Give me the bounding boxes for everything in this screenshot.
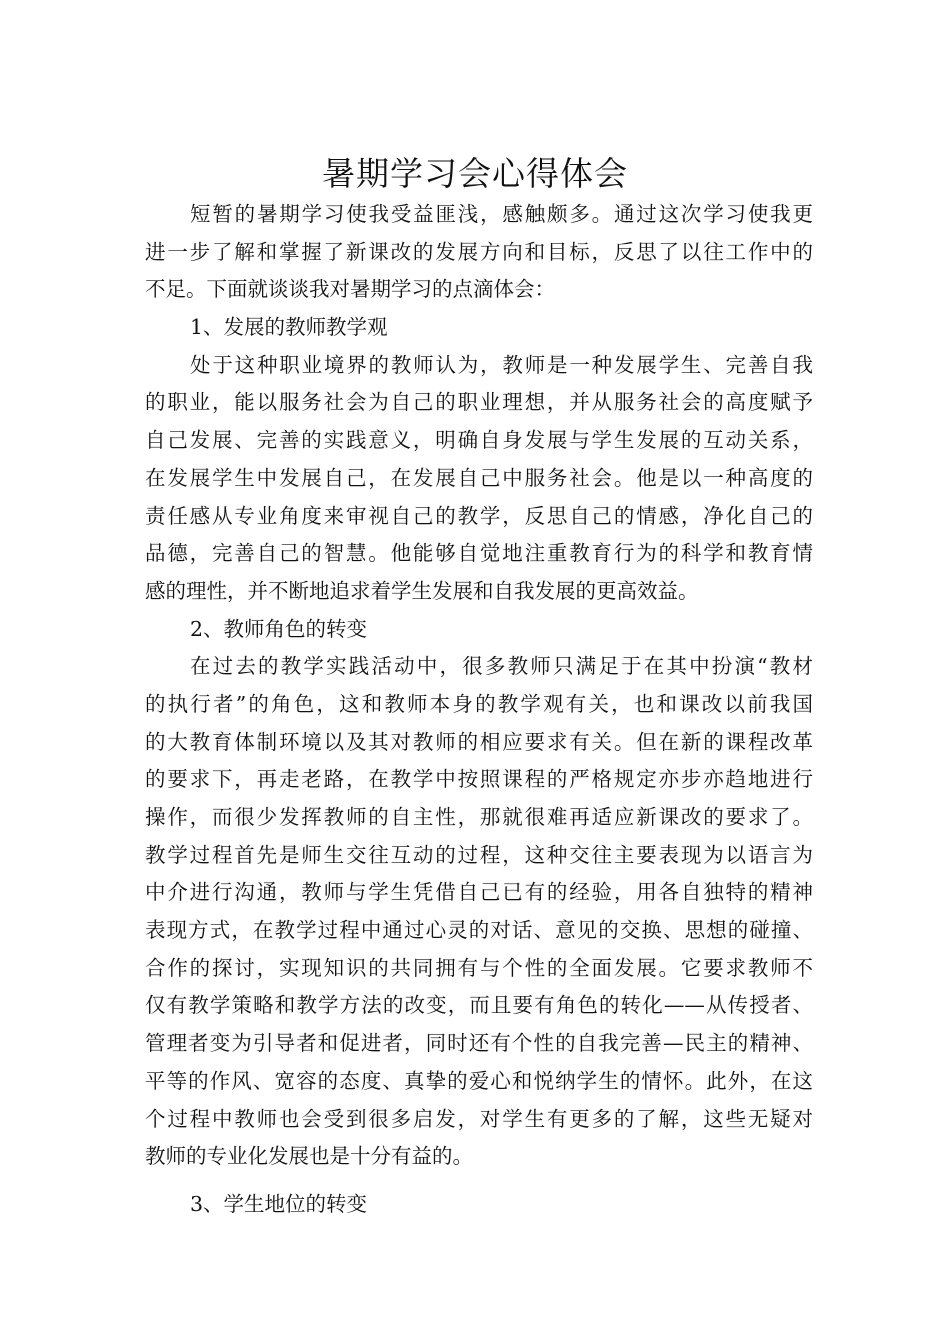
document-title: 暑期学习会心得体会	[322, 154, 628, 193]
text-line: 短暂的暑期学习使我受益匪浅，感触颇多。通过这次学习使我更	[190, 202, 813, 226]
text-line: 感的理性，并不断地追求着学生发展和自我发展的更高效益。	[145, 578, 699, 603]
text-line: 教学过程首先是师生交往互动的过程，这种交往主要表现为以语言为	[145, 842, 813, 867]
text-line: 品德，完善自己的智慧。他能够自觉地注重教育行为的科学和教育情	[145, 541, 813, 566]
text-line: 不足。下面就谈谈我对暑期学习的点滴体会：	[145, 277, 555, 302]
text-line: 的职业，能以服务社会为自己的职业理想，并从服务社会的高度赋予	[145, 390, 813, 415]
text-line: 在发展学生中发展自己，在发展自己中服务社会。他是以一种高度的	[145, 465, 813, 490]
text-line: 表现方式，在教学过程中通过心灵的对话、意见的交换、思想的碰撞、	[145, 918, 813, 943]
text-line: 责任感从专业角度来审视自己的教学，反思自己的情感，净化自己的	[145, 503, 813, 528]
text-line: 在过去的教学实践活动中，很多教师只满足于在其中扮演“教材	[190, 654, 813, 679]
text-line: 处于这种职业境界的教师认为，教师是一种发展学生、完善自我	[190, 352, 813, 377]
text-line: 自己发展、完善的实践意义，明确自身发展与学生发展的互动关系，	[145, 428, 813, 453]
text-line: 个过程中教师也会受到很多启发，对学生有更多的了解，这些无疑对	[145, 1106, 813, 1131]
text-line: 仅有教学策略和教学方法的改变，而且要有角色的转化——从传授者、	[145, 993, 813, 1018]
text-line: 操作，而很少发挥教师的自主性，那就很难再适应新课改的要求了。	[145, 805, 813, 829]
text-line: 中介进行沟通，教师与学生凭借自己已有的经验，用各自独特的精神	[145, 880, 813, 905]
section-heading: 3、学生地位的转变	[190, 1191, 368, 1216]
text-line: 平等的作风、宽容的态度、真挚的爱心和悦纳学生的情怀。此外，在这	[145, 1068, 813, 1093]
text-line: 的大教育体制环境以及其对教师的相应要求有关。但在新的课程改革	[145, 729, 813, 754]
text-line: 合作的探讨，实现知识的共同拥有与个性的全面发展。它要求教师不	[145, 955, 813, 980]
document-body	[145, 196, 813, 1224]
paragraph-gap	[145, 1176, 813, 1186]
text-line: 的要求下，再走老路，在教学中按照课程的严格规定亦步亦趋地进行	[145, 767, 813, 792]
text-line: 管理者变为引导者和促进者，同时还有个性的自我完善—民主的精神、	[145, 1031, 813, 1056]
text-line: 进一步了解和掌握了新课改的发展方向和目标，反思了以往工作中的	[145, 239, 813, 264]
section-heading: 1、发展的教师教学观	[190, 315, 388, 340]
text-line: 教师的专业化发展也是十分有益的。	[145, 1144, 473, 1169]
text-line: 的执行者”的角色，这和教师本身的教学观有关，也和课改以前我国	[145, 691, 813, 716]
section-heading: 2、教师角色的转变	[190, 616, 368, 641]
